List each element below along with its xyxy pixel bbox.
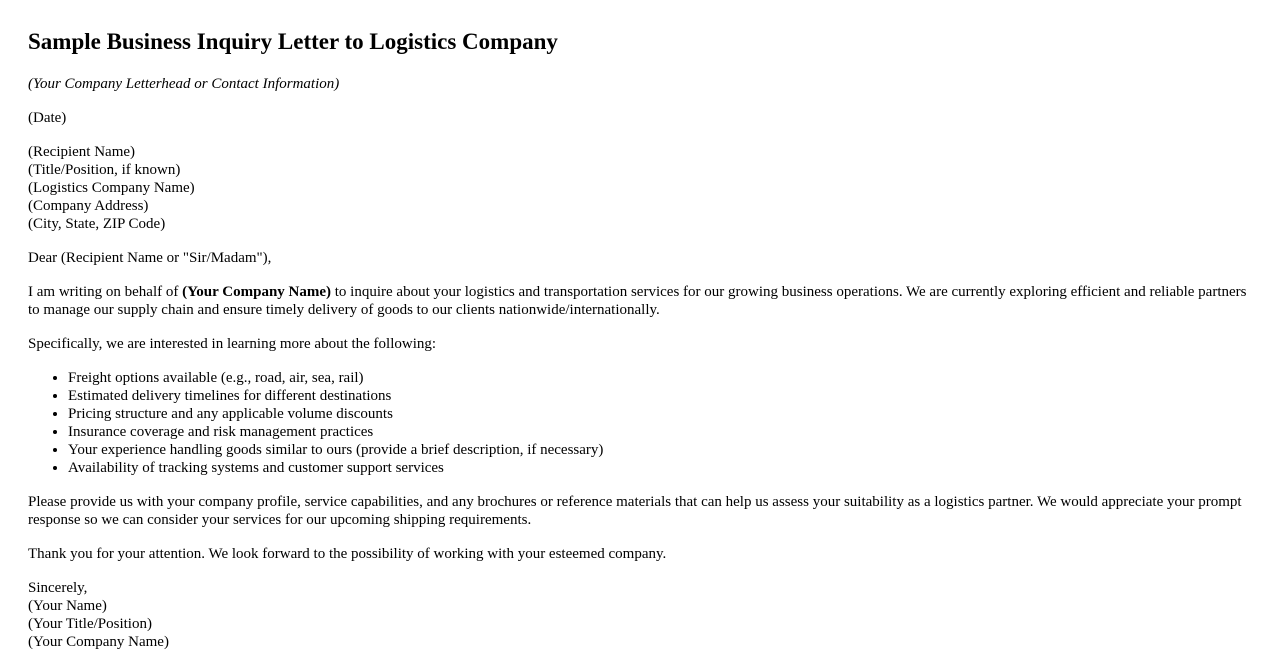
intro-after: to inquire about your logistics and transportation services for our growing business operations. We are currently exploring efficient and reliable partners to manage our supply chain and ensure timely delivery of goods to our clients nationwide/internationally.	[28, 284, 1247, 318]
list-item: • Freight options available (e.g., road, air, sea, rail)	[68, 369, 1250, 387]
valediction: Sincerely,	[28, 580, 88, 596]
recipient-name: (Recipient Name)	[28, 144, 136, 160]
signer-title: (Your Title/Position)	[28, 616, 152, 632]
recipient-block	[28, 143, 1250, 233]
list-item: • Insurance coverage and risk management practices	[68, 423, 1250, 441]
signature-block	[28, 579, 1250, 650]
specifically-paragraph: Specifically, we are interested in learning more about the following:	[28, 336, 437, 352]
date-line: (Date)	[28, 110, 67, 126]
intro-before: I am writing on behalf of	[28, 284, 183, 300]
intro-paragraph	[28, 283, 1250, 319]
inquiry-list	[28, 369, 1250, 477]
intro-company-name: (Your Company Name)	[182, 284, 332, 300]
list-item: • Estimated delivery timelines for different destinations	[68, 387, 1250, 405]
signer-company: (Your Company Name)	[28, 634, 169, 650]
signer-name: (Your Name)	[28, 598, 107, 614]
letterhead-placeholder: (Your Company Letterhead or Contact Information)	[28, 76, 340, 92]
thanks-paragraph: Thank you for your attention. We look forward to the possibility of working with your esteemed company.	[28, 546, 667, 562]
recipient-city: (City, State, ZIP Code)	[28, 216, 166, 232]
request-paragraph: Please provide us with your company profile, service capabilities, and any brochures or reference materials that can help us assess your suitability as a logistics partner. We would appreciate your prompt response so we can consider your services for our upcoming shipping requirements.	[28, 494, 1242, 528]
recipient-company: (Logistics Company Name)	[28, 180, 195, 196]
list-item: • Pricing structure and any applicable volume discounts	[68, 405, 1250, 423]
list-item: • Availability of tracking systems and customer support services	[68, 459, 1250, 477]
recipient-title: (Title/Position, if known)	[28, 162, 181, 178]
recipient-address: (Company Address)	[28, 198, 149, 214]
salutation: Dear (Recipient Name or "Sir/Madam"),	[28, 250, 272, 266]
page-title: Sample Business Inquiry Letter to Logistics Company	[28, 29, 558, 54]
list-item: • Your experience handling goods similar to ours (provide a brief description, if necessary)	[68, 441, 1250, 459]
